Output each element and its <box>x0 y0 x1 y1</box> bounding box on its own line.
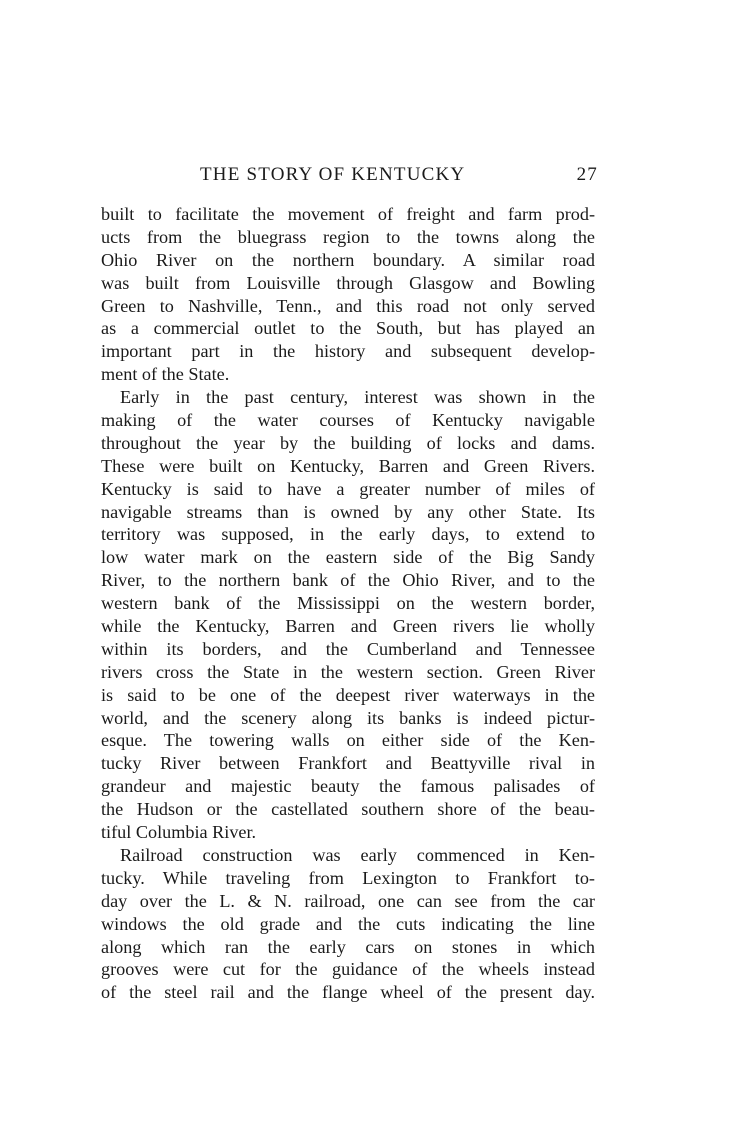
text-line: important part in the history and subsequent develop- <box>101 341 595 362</box>
page-number: 27 <box>576 164 598 185</box>
text-line: ment of the State. <box>101 364 230 385</box>
text-line: grandeur and majestic beauty the famous palisades of <box>101 776 595 797</box>
text-line: as a commercial outlet to the South, but has played an <box>101 318 595 339</box>
text-line: low water mark on the eastern side of the Big Sandy <box>101 547 595 568</box>
text-line: River, to the northern bank of the Ohio River, and to the <box>101 570 595 591</box>
text-line: These were built on Kentucky, Barren and Green Rivers. <box>101 455 595 476</box>
paragraph-3 <box>101 844 595 1004</box>
text-line: the Hudson or the castellated southern shore of the beau- <box>101 799 595 820</box>
text-line: day over the L. & N. railroad, one can see from the car <box>101 890 595 911</box>
text-line: navigable streams than is owned by any other State. Its <box>101 501 595 522</box>
text-line: Early in the past century, interest was shown in the <box>120 387 595 408</box>
text-line: Kentucky is said to have a greater number of miles of <box>101 478 595 499</box>
text-line: built to facilitate the movement of freight and farm prod- <box>101 204 595 224</box>
text-line: world, and the scenery along its banks is indeed pictur- <box>101 707 595 728</box>
text-line: tiful Columbia River. <box>101 822 257 843</box>
text-line: throughout the year by the building of locks and dams. <box>101 432 595 453</box>
text-line: territory was supposed, in the early days, to extend to <box>101 524 595 545</box>
text-line: western bank of the Mississippi on the western border, <box>101 593 595 614</box>
text-line: tucky. While traveling from Lexington to Frankfort to- <box>101 867 595 888</box>
text-line: rivers cross the State in the western section. Green River <box>101 661 595 682</box>
text-line: ucts from the bluegrass region to the towns along the <box>101 226 595 247</box>
text-line: was built from Louisville through Glasgow and Bowling <box>101 272 595 293</box>
text-line: Green to Nashville, Tenn., and this road not only served <box>101 295 595 316</box>
text-line: of the steel rail and the flange wheel of the present day. <box>101 982 595 1003</box>
text-line: is said to be one of the deepest river waterways in the <box>101 684 595 705</box>
running-head <box>100 164 598 188</box>
text-line: making of the water courses of Kentucky navigable <box>101 410 595 431</box>
text-line: grooves were cut for the guidance of the wheels instead <box>101 959 595 980</box>
running-title: THE STORY OF KENTUCKY <box>200 164 466 185</box>
text-line: while the Kentucky, Barren and Green rivers lie wholly <box>101 616 595 637</box>
text-line: Ohio River on the northern boundary. A similar road <box>101 249 595 270</box>
text-line: windows the old grade and the cuts indicating the line <box>101 913 595 934</box>
text-line: along which ran the early cars on stones in which <box>101 936 595 957</box>
body-text <box>101 203 595 1004</box>
text-line: esque. The towering walls on either side of the Ken- <box>101 730 595 751</box>
text-line: tucky River between Frankfort and Beattyville rival in <box>101 753 595 774</box>
paragraph-1 <box>101 203 595 386</box>
paragraph-2 <box>101 386 595 844</box>
text-line: Railroad construction was early commenced in Ken- <box>120 844 595 865</box>
text-line: within its borders, and the Cumberland and Tennessee <box>101 638 595 659</box>
